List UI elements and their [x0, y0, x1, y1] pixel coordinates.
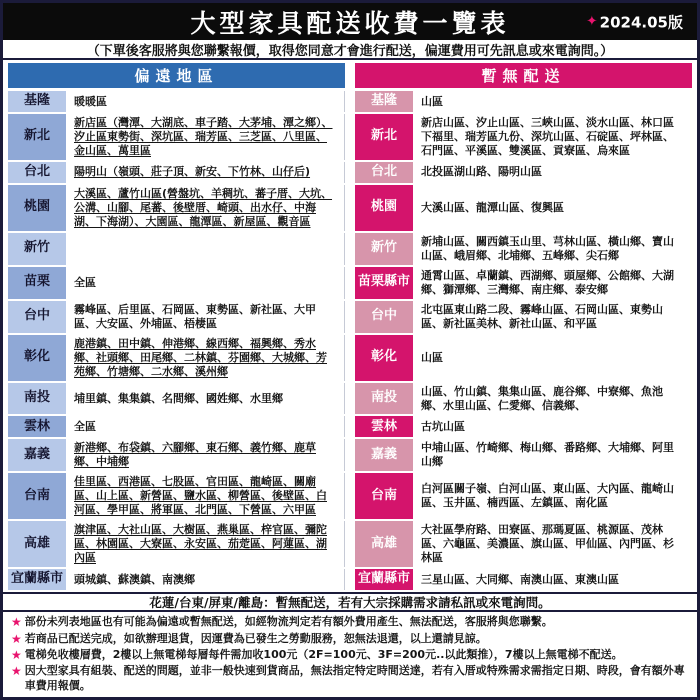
- remote-region-areas: 頭城鎮、蘇澳鎮、南澳鄉: [66, 569, 345, 590]
- remote-region-areas: 暖暖區: [66, 91, 345, 112]
- version-badge: [586, 11, 683, 32]
- region-row: [8, 439, 692, 471]
- remote-region-areas: 新港鄉、布袋鎮、六腳鄉、東石鄉、義竹鄉、鹿草鄉、中埔鄉: [66, 439, 345, 471]
- no-delivery-region-label: 南投: [355, 383, 413, 415]
- region-rows: [8, 91, 692, 590]
- remote-region-label: 嘉義: [8, 439, 66, 471]
- star-icon: ★: [11, 648, 22, 663]
- remote-region-areas: 陽明山（嶺頭、莊子頂、新安、下竹林、山仔后): [66, 162, 345, 183]
- remote-region-label: 基隆: [8, 91, 66, 112]
- footnote-text: 電梯免收樓層費，2樓以上無電梯每層每件需加收100元（2F=100元、3F=200元..以此類推），7樓以上無電梯不配送。: [24, 648, 623, 662]
- column-gap: [345, 63, 355, 88]
- region-row: [8, 162, 692, 183]
- no-delivery-region-label: 宜蘭縣市: [355, 569, 413, 590]
- remote-region-label: 新北: [8, 114, 66, 160]
- remote-region-areas: 全區: [66, 416, 345, 437]
- remote-region-label: 苗栗: [8, 267, 66, 299]
- no-delivery-region-label: 雲林: [355, 416, 413, 437]
- no-delivery-region-areas: 新埔山區、關西鎮玉山里、芎林山區、橫山鄉、寶山山區、峨眉鄉、北埔鄉、五峰鄉、尖石鄉: [421, 234, 674, 262]
- row-gap: [345, 335, 355, 381]
- row-gap: [345, 162, 355, 183]
- footnotes: [3, 612, 697, 697]
- row-gap: [345, 91, 355, 112]
- remote-region-label: 宜蘭縣市: [8, 569, 66, 590]
- remote-region-label: 桃園: [8, 185, 66, 231]
- no-delivery-region-areas: 北投區湖山路、陽明山區: [421, 165, 542, 179]
- region-row: [8, 383, 692, 415]
- region-row: [8, 114, 692, 160]
- no-delivery-region-label: 新竹: [355, 233, 413, 265]
- remote-region-areas: 埔里鎮、集集鎮、名間鄉、國姓鄉、水里鄉: [66, 383, 345, 415]
- footnote-line: [11, 632, 689, 646]
- remote-region-label: 南投: [8, 383, 66, 415]
- no-delivery-region-label: 新北: [355, 114, 413, 160]
- sparkle-icon: ✦: [585, 13, 598, 30]
- star-icon: ★: [11, 615, 22, 630]
- no-delivery-region-areas: 大社區學府路、田寮區、那瑪夏區、桃源區、茂林區、六龜區、美濃區、旗山區、甲仙區、內門區、杉林區: [421, 523, 674, 565]
- remote-region-areas: 霧峰區、后里區、石岡區、東勢區、新社區、大甲區、大安區、外埔區、梧棲區: [66, 301, 345, 333]
- no-delivery-region-areas: 古坑山區: [421, 419, 465, 433]
- remote-region-areas: 旗津區、大社山區、大樹區、燕巢區、梓官區、彌陀區、林園區、大寮區、永安區、茄萣區、阿蓮區、湖內區: [66, 521, 345, 567]
- no-delivery-region-label: 桃園: [355, 185, 413, 231]
- row-gap: [345, 114, 355, 160]
- remote-region-areas: 全區: [66, 267, 345, 299]
- row-gap: [345, 416, 355, 437]
- remote-region-areas: [66, 233, 345, 265]
- region-row: [8, 416, 692, 437]
- no-delivery-region-label: 苗栗縣市: [355, 267, 413, 299]
- footnote-line: [11, 615, 689, 629]
- remote-region-label: 高雄: [8, 521, 66, 567]
- remote-region-areas: 佳里區、西港區、七股區、官田區、龍崎區、關廟區、山上區、新營區、鹽水區、柳營區、後壁區、白河區、學甲區、將軍區、北門區、下營區、六甲區: [66, 473, 345, 519]
- no-delivery-region-areas: 新店山區、汐止山區、三峽山區、淡水山區、林口區下福里、瑞芳區九份、深坑山區、石碇區、坪林區、石門區、平溪區、雙溪區、貢寮區、烏來區: [421, 116, 674, 157]
- no-delivery-region-label: 彰化: [355, 335, 413, 381]
- row-gap: [345, 185, 355, 231]
- no-delivery-region-label: 高雄: [355, 521, 413, 567]
- row-gap: [345, 301, 355, 333]
- row-gap: [345, 473, 355, 519]
- no-delivery-region-areas: 通霄山區、卓蘭鎮、西湖鄉、頭屋鄉、公館鄉、大湖鄉、獅潭鄉、三灣鄉、南庄鄉、泰安鄉: [421, 268, 674, 296]
- remote-region-areas: 鹿港鎮、田中鎮、伸港鄉、線西鄉、福興鄉、秀水鄉、社頭鄉、田尾鄉、二林鎮、芬園鄉、大城鄉、芳苑鄉、竹塘鄉、二水鄉、溪州鄉: [66, 335, 345, 381]
- remote-region-areas: 大溪區、蘆竹山區(營盤坑、羊稠坑、蕃子厝、大坑、公溝、山腳、尾蕃、後壁厝、崎頭、出水仔、中海湖、下海湖）、大園區、龍潭區、新屋區、觀音區: [66, 185, 345, 231]
- region-row: [8, 335, 692, 381]
- row-gap: [345, 383, 355, 415]
- row-gap: [345, 233, 355, 265]
- no-delivery-header: 暫無配送: [355, 63, 692, 88]
- region-row: [8, 521, 692, 567]
- no-delivery-region-areas: 三星山區、大同鄉、南澳山區、東澳山區: [421, 572, 619, 586]
- region-row: [8, 267, 692, 299]
- no-delivery-region-areas: 山區: [421, 350, 443, 364]
- fee-table: [3, 60, 697, 592]
- remote-region-label: 彰化: [8, 335, 66, 381]
- remote-region-label: 台中: [8, 301, 66, 333]
- footnote-text: 因大型家具有組裝、配送的問題，並非一般快速到貨商品，無法指定特定時間送達，若有入厝或特殊需求需指定日期、時段，會有額外專車費用報價。: [24, 664, 685, 692]
- row-gap: [345, 569, 355, 590]
- no-delivery-region-areas: 大溪山區、龍潭山區、復興區: [421, 200, 564, 214]
- no-delivery-region-label: 嘉義: [355, 439, 413, 471]
- region-row: [8, 233, 692, 265]
- star-icon: ★: [11, 664, 22, 679]
- footnote-line: [11, 648, 689, 662]
- footnote-line: [11, 664, 689, 693]
- no-delivery-region-areas: 白河區關子嶺、白河山區、東山區、大內區、龍崎山區、玉井區、楠西區、左鎮區、南化區: [421, 482, 674, 510]
- remote-region-label: 台北: [8, 162, 66, 183]
- page-title: 大型家具配送收費一覽表: [190, 8, 510, 38]
- east-region-banner: 花蓮/台東/屏東/離島：暫無配送，若有大宗採購需求請私訊或來電詢問。: [3, 592, 697, 612]
- region-row: [8, 301, 692, 333]
- remote-areas-header: 偏遠地區: [8, 63, 345, 88]
- row-gap: [345, 439, 355, 471]
- column-headers: [8, 63, 692, 88]
- row-gap: [345, 521, 355, 567]
- no-delivery-region-areas: 中埔山區、竹崎鄉、梅山鄉、番路鄉、大埔鄉、阿里山鄉: [421, 441, 674, 469]
- no-delivery-region-label: 基隆: [355, 91, 413, 112]
- no-delivery-region-label: 台南: [355, 473, 413, 519]
- region-row: [8, 473, 692, 519]
- row-gap: [345, 267, 355, 299]
- region-row: [8, 569, 692, 590]
- star-icon: ★: [11, 631, 22, 646]
- region-row: [8, 91, 692, 112]
- version-label: 2024.05版: [599, 13, 683, 31]
- no-delivery-region-areas: 山區、竹山鎮、集集山區、鹿谷鄉、中寮鄉、魚池鄉、水里山區、仁愛鄉、信義鄉、: [421, 384, 663, 412]
- title-band: [3, 3, 697, 40]
- remote-region-label: 新竹: [8, 233, 66, 265]
- remote-region-label: 雲林: [8, 416, 66, 437]
- notice-bar: （下單後客服將與您聯繫報價，取得您同意才會進行配送，偏運費用可先訊息或來電詢問。）: [3, 40, 697, 60]
- footnote-text: 若商品已配送完成，如欲辦理退貨，因運費為已發生之勞動服務，恕無法退還，以上還請見諒。: [24, 631, 487, 645]
- no-delivery-region-areas: 山區: [421, 94, 443, 108]
- region-row: [8, 185, 692, 231]
- no-delivery-region-areas: 北屯區東山路二段、霧峰山區、石岡山區、東勢山區、新社區美林、新社山區、和平區: [421, 302, 663, 330]
- no-delivery-region-label: 台北: [355, 162, 413, 183]
- remote-region-areas: 新店區（灣潭、大湖底、車子踏、大茅埔、潭之鄉）、汐止區東勢街、深坑區、瑞芳區、三芝區、八里區、金山區、萬里區: [66, 114, 345, 160]
- remote-region-label: 台南: [8, 473, 66, 519]
- footnote-text: 部份未列表地區也有可能為偏遠或暫無配送，如經物流判定若有額外費用產生、無法配送，客服將與您聯繫。: [24, 615, 553, 629]
- no-delivery-region-label: 台中: [355, 301, 413, 333]
